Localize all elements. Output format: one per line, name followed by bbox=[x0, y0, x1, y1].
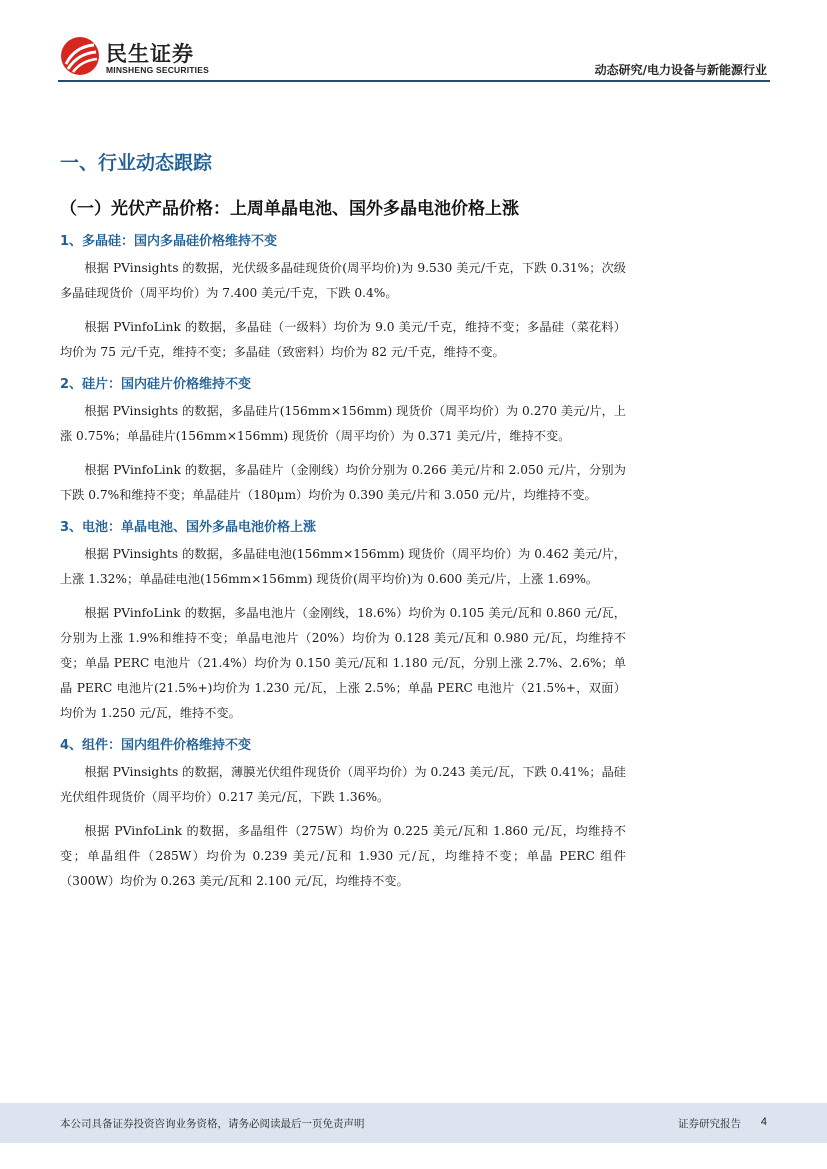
paragraph: 根据 PVinfoLink 的数据，多晶硅片（金刚线）均价分别为 0.266 美元/片和 2.050 元/片，分别为下跌 0.7%和维持不变；单晶硅片（180μm）均价为 0.390 美元/片和 3.050 元/片，均维持不变。 bbox=[60, 463, 626, 502]
paragraph: 根据 PVinsights 的数据，多晶硅片(156mm×156mm) 现货价（周平均价）为 0.270 美元/片，上涨 0.75%；单晶硅片(156mm×156mm) 现货价（周平均价）为 0.371 美元/片，维持不变。 bbox=[60, 404, 626, 443]
footer-disclaimer: 本公司具备证券投资咨询业务资格，请务必阅读最后一页免责声明 bbox=[60, 1118, 365, 1130]
main-content bbox=[60, 140, 626, 903]
paragraph: 根据 PVinfoLink 的数据，多晶组件（275W）均价为 0.225 美元/瓦和 1.860 元/瓦，均维持不变；单晶组件（285W）均价为 0.239 美元/瓦和 1.930 元/瓦，均维持不变；单晶 PERC 组件（300W）均价为 0.263 美元/瓦和 2.100 元/瓦，均维持不变。 bbox=[60, 824, 626, 888]
paragraph: 根据 PVinfoLink 的数据，多晶电池片（金刚线，18.6%）均价为 0.105 美元/瓦和 0.860 元/瓦，分别为上涨 1.9%和维持不变；单晶电池片（20%）均价为 0.128 美元/瓦和 0.980 元/瓦，均维持不变；单晶 PERC 电池片（21.4%）均价为 0.150 美元/瓦和 1.180 元/瓦，分别上涨 2.7%、2.6%；单晶 PERC 电池片(21.5%+)均价为 1.230 元/瓦，上涨 2.5%；单晶 PERC 电池片（21.5%+，双面）均价为 1.250 元/瓦，维持不变。 bbox=[60, 606, 626, 720]
page-header bbox=[0, 0, 827, 90]
header-divider bbox=[58, 80, 770, 82]
logo-english-text: MINSHENG SECURITIES bbox=[106, 65, 209, 75]
paragraph: 根据 PVinsights 的数据，多晶硅电池(156mm×156mm) 现货价（周平均价）为 0.462 美元/片，上涨 1.32%；单晶硅电池(156mm×156mm) 现货价(周平均价)为 0.600 美元/片，上涨 1.69%。 bbox=[60, 547, 626, 586]
section-subtitle: （一）光伏产品价格：上周单晶电池、国外多晶电池价格上涨 bbox=[60, 199, 519, 219]
footer-doc-type: 证券研究报告 bbox=[678, 1118, 741, 1130]
subsection-heading-cell: 3、电池：单晶电池、国外多晶电池价格上涨 bbox=[60, 520, 317, 535]
minsheng-logo-icon bbox=[60, 36, 100, 76]
subsection-heading-module: 4、组件：国内组件价格维持不变 bbox=[60, 738, 252, 753]
company-logo bbox=[60, 36, 220, 80]
section-title: 一、行业动态跟踪 bbox=[60, 152, 213, 174]
report-category: 动态研究/电力设备与新能源行业 bbox=[594, 63, 767, 77]
page-footer bbox=[0, 1103, 827, 1143]
page-number: 4 bbox=[760, 1116, 767, 1128]
logo-chinese-text: 民生证券 bbox=[106, 42, 194, 66]
paragraph: 根据 PVinsights 的数据，薄膜光伏组件现货价（周平均价）为 0.243 美元/瓦，下跌 0.41%；晶硅光伏组件现货价（周平均价）0.217 美元/瓦，下跌 1.36%。 bbox=[60, 765, 626, 804]
paragraph: 根据 PVinfoLink 的数据，多晶硅（一级料）均价为 9.0 美元/千克，维持不变；多晶硅（菜花料）均价为 75 元/千克，维持不变；多晶硅（致密料）均价为 82 元/千克，维持不变。 bbox=[60, 320, 626, 359]
subsection-heading-polysilicon: 1、多晶硅：国内多晶硅价格维持不变 bbox=[60, 234, 278, 249]
paragraph: 根据 PVinsights 的数据，光伏级多晶硅现货价(周平均价)为 9.530 美元/千克，下跌 0.31%；次级多晶硅现货价（周平均价）为 7.400 美元/千克，下跌 0.4%。 bbox=[60, 261, 626, 300]
subsection-heading-wafer: 2、硅片：国内硅片价格维持不变 bbox=[60, 377, 252, 392]
